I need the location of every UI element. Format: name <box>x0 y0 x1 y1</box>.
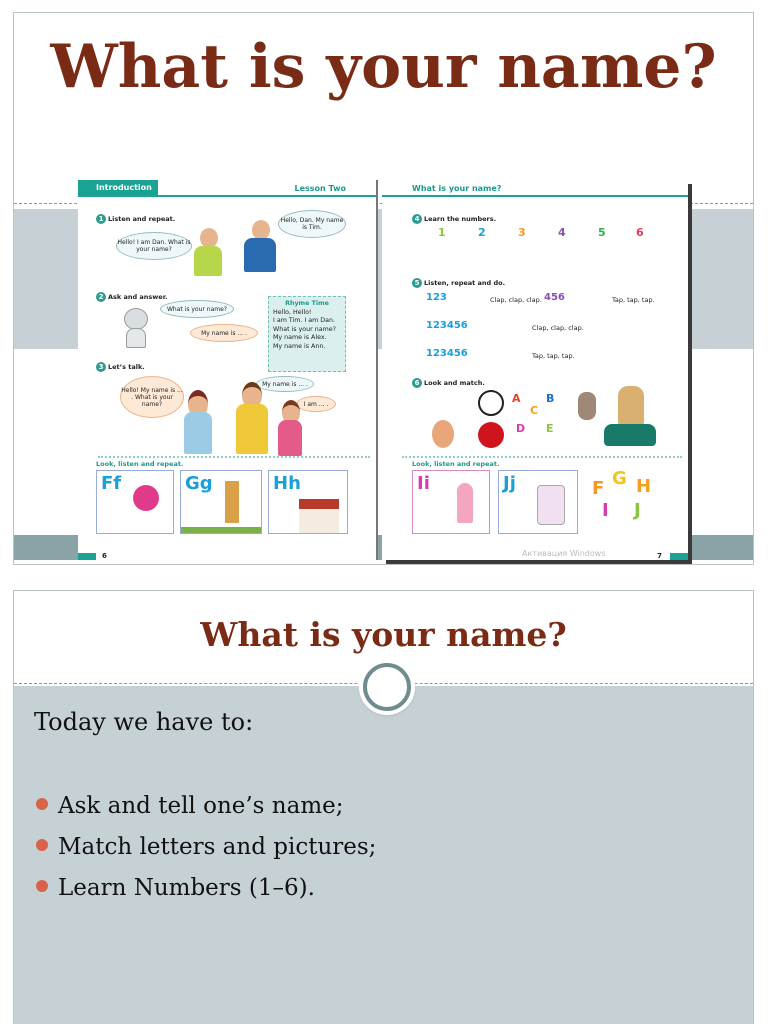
number-2: 2 <box>478 226 486 239</box>
right-page-title: What is your name? <box>412 184 502 193</box>
giraffe-image <box>225 481 239 523</box>
digits-123456: 123456 <box>426 320 468 331</box>
number-1: 1 <box>438 226 446 239</box>
section-look-listen: Look, listen and repeat. <box>96 460 184 468</box>
speech-bubble: Hello! My name is ... . What is your name? <box>120 376 184 418</box>
letter-card-gg: Gg <box>180 470 262 534</box>
page-number-left: 6 <box>102 552 107 560</box>
number-3: 3 <box>518 226 526 239</box>
dotted-separator <box>402 456 682 458</box>
slide-1 <box>13 12 754 565</box>
section-6: 6 Look and match. <box>412 378 485 388</box>
boy-dan <box>190 228 230 280</box>
right-page <box>382 180 688 560</box>
boy-figure <box>230 382 274 462</box>
section-4: 4 Learn the numbers. <box>412 214 496 224</box>
pile-letter-g: G <box>612 468 627 489</box>
section-look-listen: Look, listen and repeat. <box>412 460 500 468</box>
dog-image <box>618 386 644 426</box>
letter-card-ii: Ii <box>412 470 490 534</box>
speech-bubble: Hello! I am Dan. What is your name? <box>116 232 192 260</box>
pile-letter-h: H <box>636 476 652 497</box>
number-5: 5 <box>598 226 606 239</box>
action-text: Tap, tap, tap. <box>532 352 575 360</box>
introduction-tab: Introduction <box>78 180 158 196</box>
ice-cream-image <box>457 483 473 523</box>
letter-card-jj: Jj <box>498 470 578 534</box>
girl-figure <box>178 390 218 462</box>
letter-card-ff: Ff <box>96 470 174 534</box>
header-rule <box>78 195 376 197</box>
intro-text: Today we have to: <box>34 708 254 736</box>
left-page <box>78 180 378 560</box>
pile-letter-j: J <box>634 500 641 521</box>
section-5: 5 Listen, repeat and do. <box>412 278 505 288</box>
jar-image <box>537 485 565 525</box>
ring-icon <box>363 663 411 711</box>
slide-2-body <box>14 686 753 1024</box>
page-number-right: 7 <box>657 552 662 560</box>
small-girl-figure <box>274 400 306 462</box>
ball-image <box>478 390 504 416</box>
apple-image <box>478 422 504 448</box>
number-6: 6 <box>636 226 644 239</box>
digits-123: 123 <box>426 292 447 303</box>
action-text: Tap, tap, tap. <box>612 296 655 304</box>
pile-letter-i: I <box>602 500 609 521</box>
action-text: Clap, clap, clap. <box>490 296 542 304</box>
speech-bubble: My name is ... . <box>256 376 314 392</box>
egg-image <box>432 420 454 448</box>
list-item: Ask and tell one’s name; <box>34 786 376 827</box>
bullet-icon <box>36 839 48 851</box>
header-rule <box>382 195 688 197</box>
number-4: 4 <box>558 226 566 239</box>
match-letter-e: E <box>546 422 554 435</box>
match-letter-b: B <box>546 392 555 405</box>
speech-bubble: What is your name? <box>160 300 234 318</box>
section-2: 2 Ask and answer. <box>96 292 167 302</box>
dotted-separator <box>98 456 370 458</box>
section-1: 1 Listen and repeat. <box>96 214 175 224</box>
digits-123456: 123456 <box>426 348 468 359</box>
speech-bubble: Hello, Dan. My name is Tim. <box>278 210 346 238</box>
digits-456: 456 <box>544 292 565 303</box>
textbook-spread <box>78 180 688 560</box>
action-text: Clap, clap, clap. <box>532 324 584 332</box>
letter-card-hh: Hh <box>268 470 348 534</box>
list-item: Match letters and pictures; <box>34 827 376 868</box>
bullet-icon <box>36 880 48 892</box>
match-letter-a: A <box>512 392 521 405</box>
flower-image <box>133 485 159 511</box>
windows-watermark: Активация Windows <box>522 549 606 558</box>
match-letter-d: D <box>516 422 526 435</box>
speech-bubble: My name is ... . <box>190 324 258 342</box>
car-image <box>604 424 656 446</box>
match-letter-c: C <box>530 404 539 417</box>
cat-image <box>578 392 596 420</box>
robot-figure <box>118 308 152 348</box>
house-image <box>299 499 339 533</box>
slide-1-title: What is your name? <box>50 32 717 102</box>
bullet-icon <box>36 798 48 810</box>
rhyme-time-box: Rhyme Time Hello, Hello! I am Tim. I am Dan. What is your name? My name is Alex. My name is Ann. <box>268 296 346 372</box>
list-item: Learn Numbers (1–6). <box>34 868 376 909</box>
objectives-list <box>34 786 376 909</box>
slide-2-title: What is your name? <box>200 615 567 654</box>
boy-tim <box>238 220 282 280</box>
pile-letter-f: F <box>592 478 605 499</box>
lesson-label: Lesson Two <box>294 184 346 193</box>
slide-2 <box>13 590 754 1024</box>
speech-bubble: I am ... . <box>296 396 336 412</box>
section-3: 3 Let’s talk. <box>96 362 145 372</box>
